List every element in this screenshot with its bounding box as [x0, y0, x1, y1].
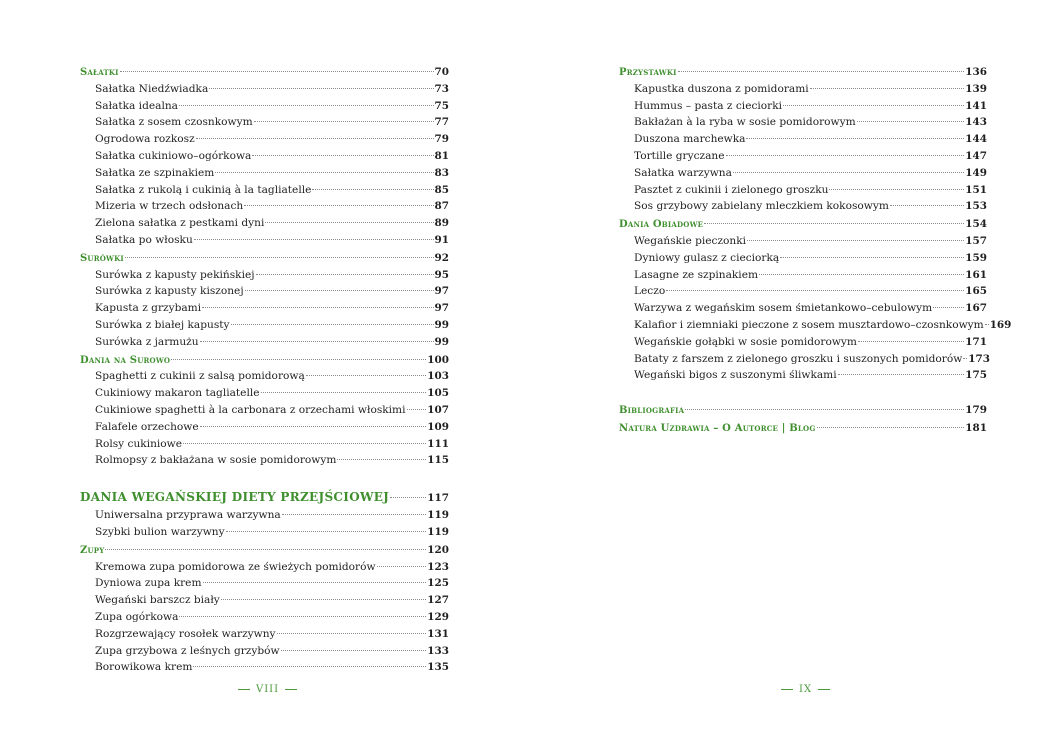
toc-page-number: 92 [434, 251, 449, 264]
toc-page-number: 169 [989, 318, 1012, 331]
toc-page-number: 119 [427, 509, 449, 522]
dot-leader [666, 290, 964, 291]
toc-entry[interactable] [80, 165, 449, 182]
toc-section-heading[interactable] [619, 64, 987, 81]
toc-page-number: 165 [965, 285, 987, 298]
dot-leader [193, 666, 426, 667]
toc-entry[interactable] [80, 559, 449, 576]
toc-page-number: 173 [968, 352, 990, 365]
toc-page-number: 125 [427, 577, 449, 590]
toc-entry-title: Bakłażan à la ryba w sosie pomidorowym [634, 116, 856, 129]
dot-leader [726, 155, 965, 156]
toc-page-number: 97 [434, 302, 449, 315]
toc-entry[interactable] [80, 419, 449, 436]
dot-leader [194, 239, 434, 240]
toc-entry-title: Wegański bigos z suszonymi śliwkami [634, 369, 837, 382]
toc-section-heading[interactable] [80, 352, 449, 369]
toc-entry-title: DANIA WEGAŃSKIEJ DIETY PRZEJŚCIOWEJ [80, 490, 390, 505]
toc-entry[interactable] [619, 114, 987, 131]
toc-page-number: 119 [427, 525, 449, 538]
folio-text: IX [799, 684, 813, 695]
toc-entry-title: Sałatka z sosem czosnkowym [95, 116, 253, 129]
toc-entry[interactable] [80, 267, 449, 284]
toc-entry[interactable] [619, 267, 987, 284]
toc-entry-title: Kremowa zupa pomidorowa ze świeżych pomidorów [95, 560, 376, 573]
toc-section [80, 542, 449, 676]
toc-right-page [619, 64, 1012, 437]
toc-page-number: 179 [965, 404, 987, 417]
toc-entry-title: Cukiniowe spaghetti à la carbonara z orzechami włoskimi [95, 403, 406, 416]
toc-entry[interactable] [619, 182, 987, 199]
toc-page-number: 111 [427, 437, 449, 450]
toc-entry[interactable] [619, 317, 1012, 334]
toc-entry-title: Lasagne ze szpinakiem [634, 268, 759, 281]
toc-section-heading[interactable] [80, 64, 449, 81]
toc-page-number: 147 [965, 149, 987, 162]
toc-entry-title: Sałatka ze szpinakiem [95, 166, 215, 179]
dot-leader [209, 88, 433, 89]
toc-entry-title: Zupa grzybowa z leśnych grzybów [95, 644, 280, 657]
dot-leader [120, 71, 434, 72]
toc-page-number: 171 [965, 335, 987, 348]
toc-entry-title: Spaghetti z cukinii z salsą pomidorową [95, 370, 305, 383]
toc-entry[interactable] [80, 198, 449, 215]
toc-section [80, 352, 449, 470]
dot-leader [312, 189, 433, 190]
toc-page-number: 141 [965, 99, 987, 112]
dot-leader [759, 274, 964, 275]
toc-entry-title: Leczo [634, 285, 666, 298]
toc-page-number: 100 [427, 353, 449, 366]
dot-leader [215, 172, 433, 173]
toc-page-number: 73 [434, 82, 449, 95]
toc-entry[interactable] [80, 300, 449, 317]
toc-entry-title: Zupa ogórkowa [95, 610, 179, 623]
toc-section [619, 420, 987, 437]
toc-entry-title: Bataty z farszem z zielonego groszku i suszonych pomidorów [634, 352, 963, 365]
toc-entry[interactable] [80, 131, 449, 148]
page-number-right [775, 684, 836, 695]
toc-page-number: 81 [434, 149, 449, 162]
toc-entry[interactable] [80, 98, 449, 115]
dot-leader [231, 324, 434, 325]
toc-page-number: 135 [427, 661, 449, 674]
dot-leader [282, 514, 427, 515]
toc-entry[interactable] [80, 436, 449, 453]
toc-entry[interactable] [619, 300, 987, 317]
dot-leader [203, 582, 427, 583]
toc-entry[interactable] [80, 385, 449, 402]
toc-entry-title: Przystawki [619, 67, 677, 78]
toc-entry-title: Tortille gryczane [634, 149, 725, 162]
toc-entry-title: Borowikowa krem [95, 661, 193, 674]
dot-leader [747, 240, 964, 241]
toc-left-page [80, 64, 449, 676]
toc-entry[interactable] [619, 98, 987, 115]
dot-leader [183, 443, 426, 444]
dot-leader [933, 307, 964, 308]
dot-leader [221, 599, 427, 600]
toc-entry[interactable] [619, 165, 987, 182]
toc-entry-title: Zielona sałatka z pestkami dyni [95, 217, 265, 230]
toc-page-number: 123 [427, 560, 449, 573]
dot-leader [125, 257, 434, 258]
dot-leader [252, 155, 433, 156]
dot-leader [245, 290, 434, 291]
toc-entry-title: Rozgrzewający rosołek warzywny [95, 627, 276, 640]
toc-section [619, 385, 987, 419]
toc-page-number: 79 [434, 133, 449, 146]
toc-entry-title: Ogrodowa rozkosz [95, 133, 195, 146]
toc-page-number: 143 [965, 116, 987, 129]
toc-entry[interactable] [80, 507, 449, 524]
dot-leader [261, 392, 427, 393]
toc-entry-title: Sałatka cukiniowo–ogórkowa [95, 149, 252, 162]
toc-entry-title: Sałatki [80, 67, 119, 78]
toc-page-number: 83 [434, 166, 449, 179]
toc-page-number: 99 [434, 318, 449, 331]
toc-page-number: 161 [965, 268, 987, 281]
dot-leader [733, 172, 964, 173]
toc-page-number: 120 [427, 543, 449, 556]
toc-entry[interactable] [80, 368, 449, 385]
toc-entry-title: Dania na Surowo [80, 354, 171, 366]
dot-leader [963, 358, 967, 359]
dot-leader [202, 307, 433, 308]
folio-dash [238, 689, 250, 690]
toc-section-heading[interactable] [619, 402, 987, 419]
dot-leader [337, 459, 426, 460]
toc-entry[interactable] [619, 198, 987, 215]
toc-page-number: 129 [427, 610, 449, 623]
toc-entry[interactable] [80, 575, 449, 592]
toc-page-number: 105 [427, 387, 449, 400]
toc-entry-title: Surówka z kapusty kiszonej [95, 285, 244, 298]
toc-entry[interactable] [80, 283, 449, 300]
toc-page-number: 107 [427, 403, 449, 416]
toc-entry[interactable] [80, 659, 449, 676]
toc-entry[interactable] [619, 131, 987, 148]
toc-entry[interactable] [619, 351, 990, 368]
toc-page-number: 157 [965, 234, 987, 247]
dot-leader [179, 616, 426, 617]
toc-page-number: 159 [965, 251, 987, 264]
toc-entry-title: Surówki [80, 252, 124, 264]
toc-section [80, 470, 449, 541]
dot-leader [277, 633, 427, 634]
toc-page-number: 144 [965, 133, 987, 146]
dot-leader [829, 189, 964, 190]
toc-entry-title: Kapusta z grzybami [95, 302, 202, 315]
dot-leader [226, 531, 427, 532]
toc-entry-title: Surówka z kapusty pekińskiej [95, 268, 255, 281]
toc-page-number: 175 [965, 369, 987, 382]
toc-entry-title: Surówka z białej kapusty [95, 318, 230, 331]
dot-leader [171, 359, 426, 360]
toc-entry-title: Dyniowy gulasz z cieciorką [634, 251, 780, 264]
toc-entry[interactable] [80, 182, 449, 199]
dot-leader [377, 566, 427, 567]
toc-entry-title: Cukiniowy makaron tagliatelle [95, 387, 260, 400]
toc-entry[interactable] [80, 81, 449, 98]
toc-entry[interactable] [80, 626, 449, 643]
toc-page-number: 131 [427, 627, 449, 640]
toc-entry-title: Sałatka warzywna [634, 166, 732, 179]
dot-leader [407, 409, 427, 410]
toc-entry-title: Wegańskie pieczonki [634, 234, 747, 247]
dot-leader [196, 138, 434, 139]
folio-dash [781, 689, 793, 690]
toc-section-heading[interactable] [80, 542, 449, 559]
toc-page-number: 117 [427, 492, 449, 505]
toc-entry[interactable] [619, 81, 987, 98]
toc-entry[interactable] [619, 283, 987, 300]
toc-entry[interactable] [619, 367, 987, 384]
dot-leader [244, 205, 433, 206]
dot-leader [105, 549, 426, 550]
toc-section-heading[interactable] [80, 250, 449, 267]
toc-entry[interactable] [80, 215, 449, 232]
toc-page-number: 95 [434, 268, 449, 281]
toc-entry[interactable] [80, 402, 449, 419]
toc-page-number: 109 [427, 420, 449, 433]
dot-leader [838, 374, 965, 375]
toc-entry-title: Uniwersalna przyprawa warzywna [95, 509, 281, 522]
toc-entry-title: Falafele orzechowe [95, 420, 199, 433]
toc-entry[interactable] [619, 334, 987, 351]
toc-entry[interactable] [80, 592, 449, 609]
toc-page-number: 87 [434, 200, 449, 213]
toc-section-heading[interactable] [619, 216, 987, 233]
dot-leader [746, 138, 964, 139]
toc-section [619, 216, 1012, 384]
toc-page-number: 167 [965, 302, 987, 315]
dot-leader [817, 427, 965, 428]
toc-entry-title: Natura Uzdrawia – O Autorce | Blog [619, 422, 816, 434]
toc-entry[interactable] [80, 317, 449, 334]
toc-entry[interactable] [80, 609, 449, 626]
toc-section [619, 64, 987, 215]
toc-entry-title: Mizeria w trzech odsłonach [95, 200, 244, 213]
toc-page-number: 70 [434, 66, 449, 78]
toc-entry-title: Surówka z jarmużu [95, 335, 199, 348]
toc-page-number: 181 [965, 421, 987, 434]
dot-leader [200, 426, 427, 427]
toc-entry-title: Sos grzybowy zabielany mleczkiem kokosowym [634, 200, 889, 213]
toc-page-number: 115 [427, 454, 449, 467]
toc-entry-title: Pasztet z cukinii i zielonego groszku [634, 183, 829, 196]
toc-entry-title: Rolsy cukiniowe [95, 437, 183, 450]
toc-entry[interactable] [80, 452, 449, 469]
toc-entry-title: Kapustka duszona z pomidorami [634, 82, 809, 95]
toc-section-heading[interactable] [619, 420, 987, 437]
dot-leader [810, 88, 965, 89]
toc-page-number: 136 [965, 66, 987, 78]
toc-page-number: 103 [427, 370, 449, 383]
toc-entry-title: Wegański barszcz biały [95, 594, 220, 607]
dot-leader [780, 257, 964, 258]
toc-page-number: 127 [427, 594, 449, 607]
toc-entry[interactable] [80, 643, 449, 660]
toc-entry-title: Dyniowa zupa krem [95, 577, 202, 590]
toc-section [80, 64, 449, 249]
toc-page-number: 139 [965, 82, 987, 95]
toc-section-heading[interactable] [80, 487, 449, 507]
toc-entry-title: Sałatka z rukolą i cukinią à la tagliatelle [95, 183, 312, 196]
toc-entry-title: Hummus – pasta z cieciorki [634, 99, 783, 112]
folio-text: VIII [256, 684, 280, 695]
dot-leader [704, 223, 964, 224]
toc-entry-title: Wegańskie gołąbki w sosie pomidorowym [634, 335, 857, 348]
toc-entry[interactable] [80, 114, 449, 131]
toc-entry-title: Warzywa z wegańskim sosem śmietankowo–cebulowym [634, 302, 933, 315]
toc-page-number: 149 [965, 166, 987, 179]
toc-entry-title: Duszona marchewka [634, 133, 746, 146]
toc-entry-title: Szybki bulion warzywny [95, 525, 225, 538]
dot-leader [254, 121, 434, 122]
folio-dash [818, 689, 830, 690]
dot-leader [265, 222, 433, 223]
dot-leader [281, 650, 427, 651]
toc-page-number: 75 [434, 99, 449, 112]
toc-entry[interactable] [80, 232, 449, 249]
toc-entry-title: Sałatka Niedźwiadka [95, 82, 209, 95]
toc-page-number: 154 [965, 218, 987, 231]
toc-section [80, 250, 449, 351]
toc-entry-title: Sałatka po włosku [95, 233, 193, 246]
toc-entry[interactable] [619, 233, 987, 250]
toc-entry[interactable] [80, 148, 449, 165]
dot-leader [306, 375, 427, 376]
toc-entry[interactable] [619, 148, 987, 165]
dot-leader [857, 121, 965, 122]
toc-page-number: 77 [434, 116, 449, 129]
toc-entry-title: Rolmopsy z bakłażana w sosie pomidorowym [95, 454, 337, 467]
dot-leader [179, 105, 434, 106]
toc-entry[interactable] [619, 250, 987, 267]
dot-leader [685, 409, 964, 410]
dot-leader [858, 341, 964, 342]
dot-leader [890, 205, 964, 206]
dot-leader [783, 105, 964, 106]
toc-entry-title: Kalafior i ziemniaki pieczone z sosem musztardowo–czosnkowym [634, 318, 984, 331]
toc-page-number: 133 [427, 644, 449, 657]
toc-page-number: 97 [434, 285, 449, 298]
dot-leader [678, 71, 965, 72]
page-number-left [232, 684, 303, 695]
toc-page-number: 151 [965, 183, 987, 196]
toc-page-number: 99 [434, 335, 449, 348]
toc-page-number: 91 [434, 233, 449, 246]
toc-entry-title: Bibliografia [619, 405, 685, 417]
dot-leader [985, 324, 989, 325]
folio-dash [285, 689, 297, 690]
toc-entry-title: Zupy [80, 544, 105, 556]
toc-page-number: 153 [965, 200, 987, 213]
toc-entry[interactable] [80, 524, 449, 541]
toc-page-number: 85 [434, 183, 449, 196]
toc-entry-title: Dania Obiadowe [619, 219, 704, 231]
dot-leader [390, 497, 426, 498]
dot-leader [200, 341, 434, 342]
toc-entry[interactable] [80, 334, 449, 351]
dot-leader [256, 274, 434, 275]
toc-entry-title: Sałatka idealna [95, 99, 178, 112]
toc-page-number: 89 [434, 217, 449, 230]
